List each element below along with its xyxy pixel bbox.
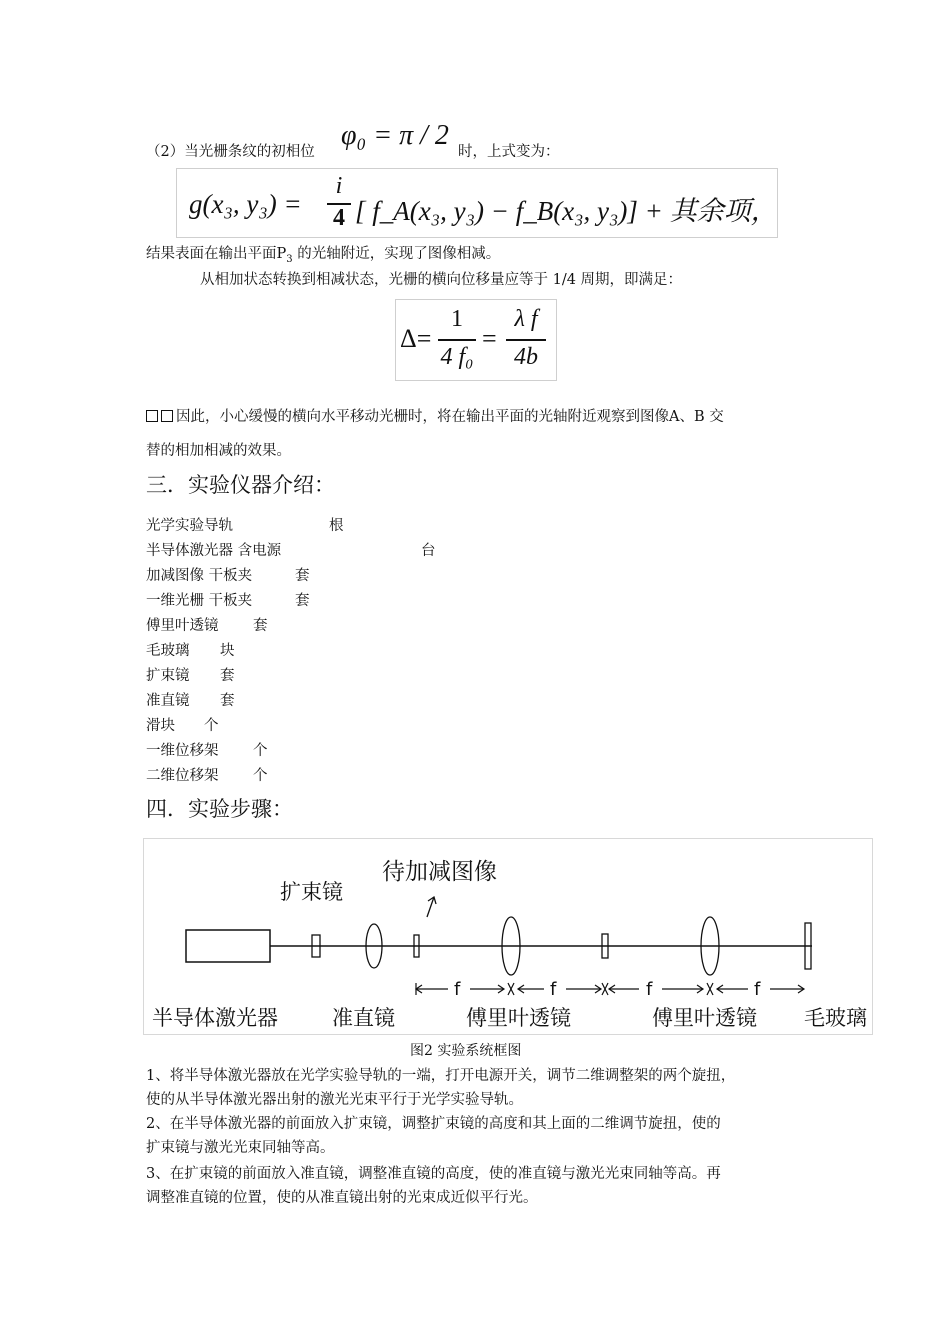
instrument-unit: 套 — [220, 693, 235, 709]
delta-num1: 1 — [451, 306, 463, 332]
therefore-text-1: 因此，小心缓慢的横向水平移动光栅时，将在输出平面的光轴附近观察到图像A、B 交 — [176, 409, 724, 425]
result-line-sub: 3 — [286, 253, 293, 265]
instrument-unit: 个 — [204, 718, 219, 734]
focal-label: f — [646, 979, 653, 1000]
instrument-unit: 套 — [295, 593, 310, 609]
g-formula-right: [ f_A(x₃, y₃) − f_B(x₃, y₃)] + 其余项， — [355, 196, 778, 226]
focal-label: f — [754, 979, 761, 1000]
focal-label: f — [550, 979, 557, 1000]
label-laser: 半导体激光器 — [152, 1006, 278, 1030]
laser-box — [186, 930, 270, 962]
label-expander: 扩束镜 — [280, 880, 343, 904]
focal-distance-marks — [416, 983, 804, 995]
result-line — [146, 243, 500, 271]
result-line-post: 的光轴附近，实现了图像相减。 — [292, 246, 501, 262]
label-target: 待加减图像 — [382, 859, 497, 885]
delta-den1: 4 f₀ — [440, 344, 474, 370]
step-line: 调整准直镜的位置，使的从准直镜出射的光束成近似平行光。 — [146, 1190, 538, 1206]
condition-line-start: （2）当光栅条纹的初相位 — [146, 144, 315, 160]
instrument-name: 一维位移架 — [146, 743, 219, 759]
instrument-unit: 根 — [329, 518, 344, 534]
instrument-name: 准直镜 — [146, 693, 190, 709]
step-line: 2、在半导体激光器的前面放入扩束镜，调整扩束镜的高度和其上面的二维调节旋扭，使的 — [146, 1116, 721, 1132]
instrument-unit: 套 — [220, 668, 235, 684]
instrument-name: 加减图像 干板夹 — [146, 568, 253, 584]
g-formula-numerator: i — [335, 173, 343, 199]
instrument-unit: 台 — [421, 543, 436, 559]
instrument-name: 扩束镜 — [146, 668, 190, 684]
instrument-name: 半导体激光器 含电源 — [146, 543, 282, 559]
phase-formula-text: φ₀ = π / 2 — [341, 120, 449, 151]
label-collimator: 准直镜 — [332, 1006, 395, 1030]
optical-diagram-svg — [144, 839, 872, 1034]
step-line: 3、在扩束镜的前面放入准直镜，调整准直镜的高度，使的准直镜与激光光束同轴等高。再 — [146, 1166, 721, 1182]
delta-bar1 — [438, 339, 476, 341]
instrument-name: 傅里叶透镜 — [146, 618, 219, 634]
delta-bar2 — [506, 339, 546, 341]
instrument-unit: 套 — [295, 568, 310, 584]
instrument-name: 毛玻璃 — [146, 643, 190, 659]
phase-formula — [337, 118, 457, 158]
figure-caption: 图2 实验系统框图 — [410, 1043, 522, 1059]
delta-den2: 4b — [514, 344, 538, 370]
delta-eq: = — [482, 324, 497, 353]
step-line: 使的从半导体激光器出射的激光光束平行于光学实验导轨。 — [146, 1092, 523, 1108]
therefore-line-1 — [146, 406, 724, 428]
section-4-heading: 四．实验步骤： — [146, 797, 293, 821]
g-formula-denominator: 4 — [333, 205, 345, 231]
label-ground-glass: 毛玻璃 — [804, 1006, 867, 1030]
instrument-name: 二维位移架 — [146, 768, 219, 784]
placeholder-square-icon — [161, 410, 173, 422]
optical-system-diagram — [143, 838, 873, 1035]
step-line: 1、将半导体激光器放在光学实验导轨的一端，打开电源开关，调节二维调整架的两个旋扭， — [146, 1068, 736, 1084]
instrument-name: 滑块 — [146, 718, 175, 734]
instrument-unit: 套 — [253, 618, 268, 634]
delta-lhs: Δ= — [400, 324, 432, 353]
instrument-unit: 块 — [220, 643, 235, 659]
result-line-pre: 结果表面在输出平面P — [146, 246, 287, 262]
label-fourier-lens-2: 傅里叶透镜 — [652, 1006, 757, 1030]
therefore-line-2: 替的相加相减的效果。 — [146, 443, 291, 459]
instrument-name: 一维光栅 干板夹 — [146, 593, 253, 609]
section-3-heading: 三．实验仪器介绍： — [146, 473, 335, 497]
shift-condition-line: 从相加状态转换到相减状态，光栅的横向位移量应等于 1/4 周期，即满足： — [200, 272, 683, 288]
g-formula — [176, 168, 778, 238]
delta-formula — [395, 299, 557, 381]
g-formula-left: g(x₃, y₃) = — [189, 189, 302, 219]
focal-label: f — [454, 979, 461, 1000]
condition-line-end: 时，上式变为： — [458, 144, 560, 160]
delta-num2: λ f — [514, 306, 538, 332]
instrument-unit: 个 — [253, 743, 268, 759]
step-line: 扩束镜与激光光束同轴等高。 — [146, 1140, 335, 1156]
instrument-name: 光学实验导轨 — [146, 518, 233, 534]
label-fourier-lens-1: 傅里叶透镜 — [466, 1006, 571, 1030]
instrument-unit: 个 — [253, 768, 268, 784]
placeholder-square-icon — [146, 410, 158, 422]
